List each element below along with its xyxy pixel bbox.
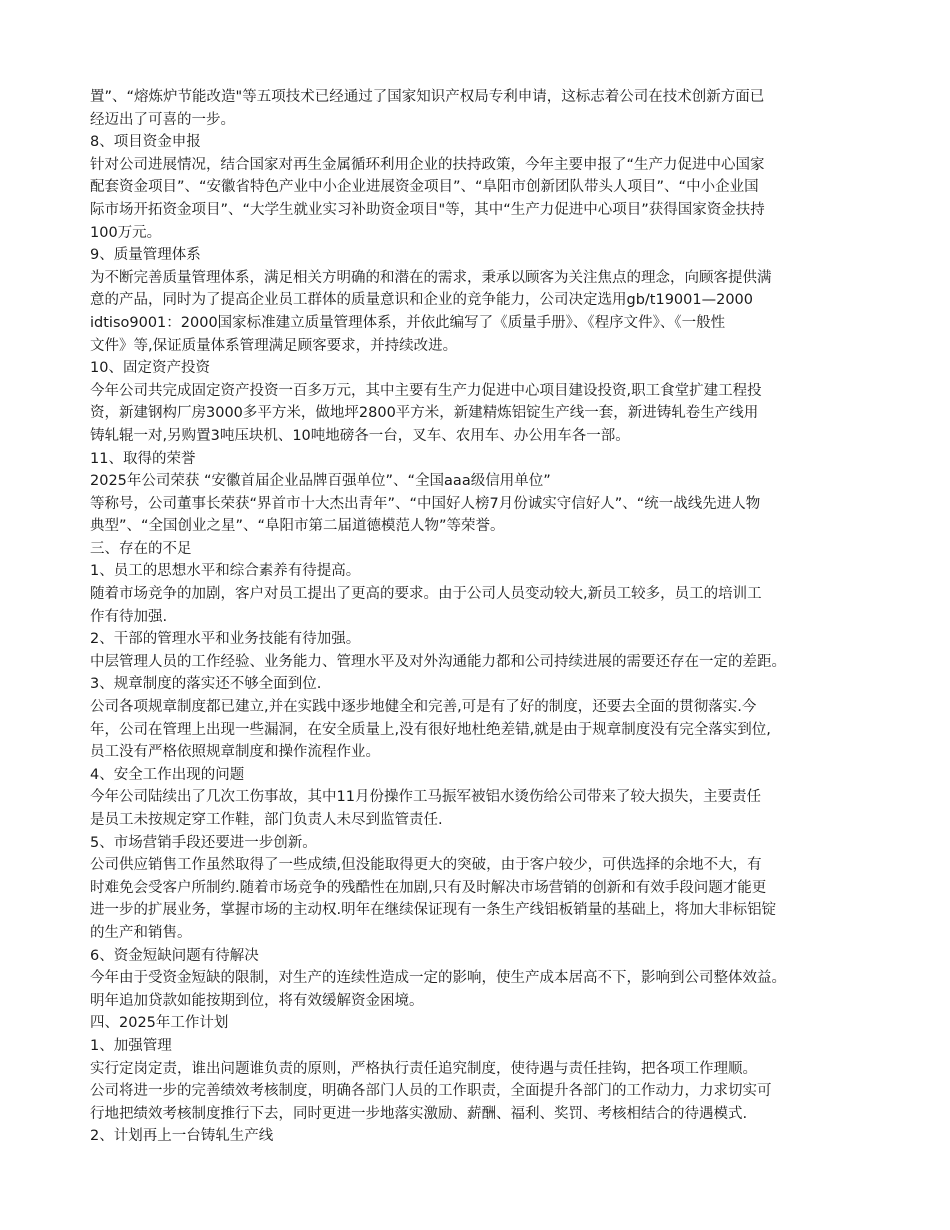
section-heading: 3、规章制度的落实还不够全面到位. (90, 676, 322, 693)
text-line: 的生产和销售。 (90, 924, 192, 941)
text-line: 意的产品，同时为了提高企业员工群体的质量意识和企业的竞争能力，公司决定选用gb/t19001—2000 (90, 292, 754, 309)
text-line: 实行定岗定责，谁出问题谁负责的原则，严格执行责任追究制度，使待遇与责任挂钩，把各项工作理顺。 (90, 1060, 757, 1077)
text-line: 铸轧辊一对,另购置3吨压块机、10吨地磅各一台，叉车、农用车、办公用车各一部。 (90, 427, 630, 444)
text-line: 2025年公司荣获 “安徽首届企业品牌百强单位”、“全国aaa级信用单位” (90, 473, 551, 490)
text-line: 100万元。 (90, 224, 162, 241)
text-line: 针对公司进展情况，结合国家对再生金属循环利用企业的扶持政策，今年主要申报了“生产力促进中心国家 (90, 156, 765, 173)
text-line: 行地把绩效考核制度推行下去，同时更进一步地落实激励、薪酬、福利、奖罚、考核相结合的待遇模式. (90, 1105, 748, 1122)
section-heading: 5、市场营销手段还要进一步创新。 (90, 834, 317, 851)
section-heading: 6、资金短缺问题有待解决 (90, 947, 259, 964)
text-line: 等称号，公司董事长荣获“界首市十大杰出青年”、“中国好人榜7月份诚实守信好人”、“统一战线先进人物 (90, 495, 761, 512)
text-line: 随着市场竞争的加剧，客户对员工提出了更高的要求。由于公司人员变动较大,新员工较多，员工的培训工 (90, 586, 762, 603)
text-line: 今年公司陆续出了几次工伤事故，其中11月份操作工马振军被铝水烫伤给公司带来了较大损失，主要责任 (90, 789, 761, 806)
text-line: 今年公司共完成固定资产投资一百多万元，其中主要有生产力促进中心项目建设投资,职工食堂扩建工程投 (90, 382, 762, 399)
text-line: 是员工未按规定穿工作鞋，部门负责人未尽到监管责任. (90, 812, 443, 828)
text-line: 时难免会受客户所制约.随着市场竞争的残酷性在加剧,只有及时解决市场营销的创新和有效手段问题才能更 (90, 879, 767, 896)
section-heading: 4、安全工作出现的问题 (90, 766, 245, 783)
text-line: 为不断完善质量管理体系，满足相关方明确的和潜在的需求，秉承以顾客为关注焦点的理念，向顾客提供满 (90, 269, 772, 286)
text-line: 员工没有严格依照规章制度和操作流程作业。 (90, 744, 380, 761)
text-line: 公司供应销售工作虽然取得了一些成绩,但没能取得更大的突破，由于客户较少，可供选择的余地不大，有 (90, 857, 762, 874)
text-line: 中层管理人员的工作经验、业务能力、管理水平及对外沟通能力都和公司持续进展的需要还存在一定的差距。 (90, 653, 786, 670)
text-line: 作有待加强. (90, 608, 168, 625)
text-line: 明年追加贷款如能按期到位，将有效缓解资金困境。 (90, 992, 424, 1009)
chapter-heading: 三、存在的不足 (90, 540, 192, 557)
section-heading: 2、计划再上一台铸轧生产线 (90, 1128, 274, 1145)
text-line: 年，公司在管理上出现一些漏洞，在安全质量上,没有很好地杜绝差错,就是由于规章制度没有完全落实到位, (90, 721, 771, 738)
section-heading: 10、固定资产投资 (90, 360, 210, 377)
text-line: 典型”、“全国创业之星”、“阜阳市第二届道德模范人物”等荣誉。 (90, 518, 505, 535)
text-line: 资，新建钢构厂房3000多平方米，做地坪2800平方米，新建精炼铝锭生产线一套，新进铸轧卷生产线用 (90, 405, 759, 422)
text-line: 公司将进一步的完善绩效考核制度，明确各部门人员的工作职责，全面提升各部门的工作动力，力求切实可 (90, 1083, 772, 1100)
text-line: 置”、“熔炼炉节能改造"等五项技术已经通过了国家知识产权局专利申请，这标志着公司在技术创新方面已 (90, 89, 765, 105)
section-heading: 11、取得的荣誉 (90, 450, 196, 467)
text-line: 际市场开拓资金项目”、“大学生就业实习补助资金项目"等，其中“生产力促进中心项目”获得国家资金扶持 (90, 201, 765, 218)
section-heading: 1、员工的思想水平和综合素养有待提高。 (90, 563, 361, 580)
section-heading: 2、干部的管理水平和业务技能有待加强。 (90, 631, 361, 648)
section-heading: 1、加强管理 (90, 1037, 172, 1054)
text-line: 经迈出了可喜的一步。 (90, 111, 235, 128)
text-line: 文件》等,保证质量体系管理满足顾客要求，并持续改进。 (90, 337, 458, 354)
text-line: 配套资金项目”、“安徽省特色产业中小企业进展资金项目”、“阜阳市创新团队带头人项目”、“中小企业国 (90, 179, 759, 196)
text-line: 进一步的扩展业务，掌握市场的主动权.明年在继续保证现有一条生产线铝板销量的基础上，将加大非标铝锭 (90, 902, 777, 919)
text-line: 公司各项规章制度都已建立,并在实践中逐步地健全和完善,可是有了好的制度，还要去全面的贯彻落实.今 (90, 699, 757, 716)
text-line: 今年由于受资金短缺的限制，对生产的连续性造成一定的影响，使生产成本居高不下，影响到公司整体效益。 (90, 970, 786, 987)
chapter-heading: 四、2025年工作计划 (90, 1015, 229, 1032)
text-line: idtiso9001：2000国家标准建立质量管理体系，并依此编写了《质量手册》、《程序文件》、《一般性 (90, 314, 726, 331)
section-heading: 9、质量管理体系 (90, 247, 201, 264)
section-heading: 8、项目资金申报 (90, 134, 201, 151)
